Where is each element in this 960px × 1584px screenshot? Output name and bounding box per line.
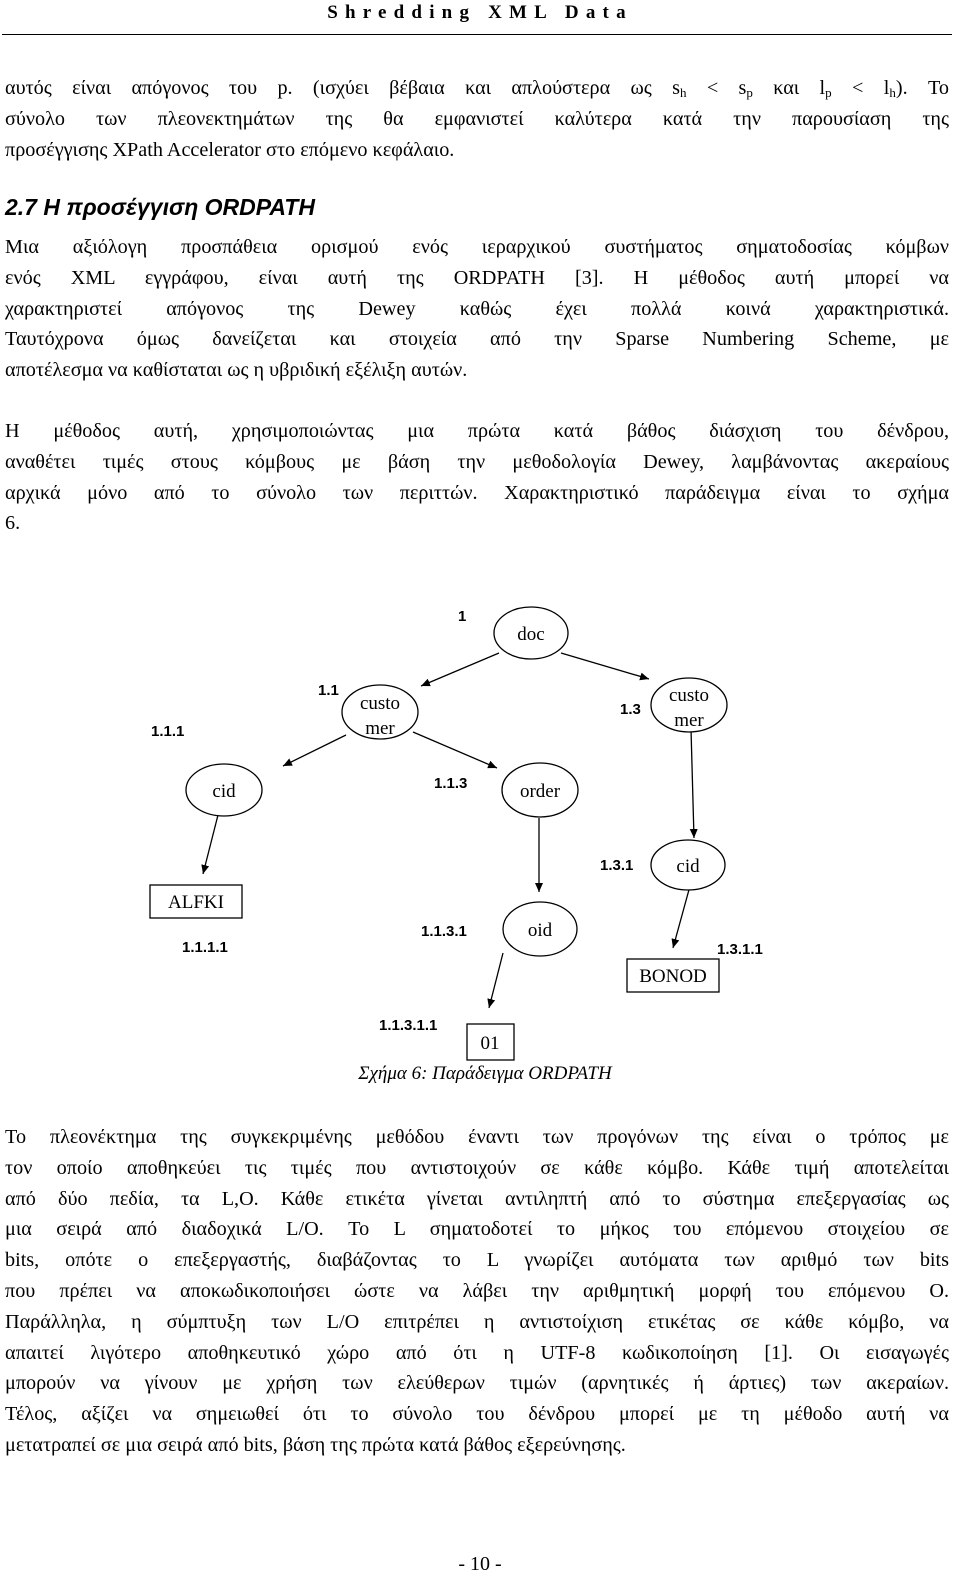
paragraph-line: Το πλεονέκτημα της συγκεκριμένης μεθόδου έναντι των προγόνων της είναι ο τρόπος με (5, 1126, 949, 1148)
value-label-01: 01 (480, 1033, 500, 1054)
paragraph-line: αναθέτει τιμές στους κόμβους με βάση την μεθοδολογία Dewey, λαμβάνοντας ακεραίους (5, 450, 949, 473)
paragraph-line: μπορούν να γίνουν με χρήση των ελεύθερων τιμών (αρνητικές ή άρτιες) των ακεραίων. (5, 1372, 949, 1395)
paragraph-advantages (5, 1122, 949, 1461)
paragraph-line: αυτός είναι απόγονος του p. (ισχύει βέβαια και απλούστερα ως $s_h < s_p$ και $l_p < l_h$). Το (5, 77, 949, 100)
header-rule (2, 34, 952, 35)
node-label-cid-right: cid (676, 856, 700, 877)
paragraph-line: τον οποίο αποθηκεύει τις τιμές που αντιστοιχούν σε κάθε κόμβο. Κάθε τιμή αποτελείται (5, 1156, 949, 1179)
edge-customer-left-order (413, 732, 497, 768)
paragraph-line: ενός XML εγγράφου, είναι αυτή της ORDPATH [3]. Η μέθοδος αυτή μπορεί να (5, 266, 949, 289)
ordpath-id-value-01: 1.1.3.1.1 (379, 1017, 438, 1034)
page-number: - 10 - (458, 1553, 502, 1575)
edge-doc-customer-left (421, 653, 499, 686)
section-heading: 2.7 Η προσέγγιση ORDPATH (5, 194, 315, 220)
edge-cid-right-bonod (673, 886, 690, 948)
ordpath-tree-diagram (0, 590, 960, 1090)
node-label-customer-right: mer (674, 710, 704, 731)
ordpath-id-cid-left: 1.1.1 (151, 723, 185, 740)
node-label-customer-right: custo (668, 685, 710, 706)
paragraph-line: προσέγγισης XPath Accelerator στο επόμενο κεφάλαιο. (5, 138, 455, 161)
ordpath-id-order: 1.1.3 (434, 775, 468, 792)
paragraph-line: αρχικά μόνο από το σύνολο των περιττών. Χαρακτηριστικό παράδειγμα είναι το σχήμα (5, 481, 949, 504)
ordpath-id-customer-left: 1.1 (318, 682, 339, 699)
value-label-bonod: BONOD (639, 966, 707, 987)
paragraph-line: απαιτεί λιγότερο αποθηκευτικό χώρο από ότι η UTF-8 κωδικοποίηση [1]. Οι εισαγωγές (5, 1341, 949, 1364)
edge-customer-right-cid (691, 729, 694, 838)
node-label-doc: doc (517, 624, 545, 645)
node-label-customer-left: mer (365, 718, 395, 739)
paragraph-line: Τέλος, αξίζει να σημειωθεί ότι το σύνολο του δένδρου μπορεί με τη μέθοδο αυτή να (5, 1403, 949, 1426)
paragraph-line: Παράλληλα, η σύμπτυξη των L/O επιτρέπει η αντιστοίχιση ετικέτας σε κάθε κόμβο, να (5, 1310, 949, 1333)
paragraph-line: από δύο πεδία, τα L,O. Κάθε ετικέτα γίνεται αντιληπτή από το σύστημα επεξεργασίας ως (5, 1187, 949, 1210)
figure-caption: Σχήμα 6: Παράδειγμα ORDPATH (358, 1063, 612, 1084)
paragraph-line: Ταυτόχρονα όμως δανείζεται και στοιχεία από την Sparse Numbering Scheme, με (5, 328, 949, 351)
paragraph-line: μετατραπεί σε μια σειρά από bits, βάση της πρώτα κατά βάθος εξερεύνησης. (5, 1433, 626, 1456)
paragraph-line: 6. (5, 512, 21, 535)
paragraph-line: Η μέθοδος αυτή, χρησιμοποιώντας μια πρώτα κατά βάθος διάσχιση του δένδρου, (5, 420, 949, 442)
paragraph-line: αποτέλεσμα να καθίσταται ως η υβριδική εξέλιξη αυτών. (5, 359, 468, 382)
edge-doc-customer-right (561, 653, 649, 679)
paragraph-line: Μια αξιόλογη προσπάθεια ορισμού ενός ιεραρχικού συστήματος σηματοδοσίας κόμβων (5, 236, 949, 258)
ordpath-id-cid-right: 1.3.1 (600, 857, 634, 874)
paragraph-line: χαρακτηριστεί απόγονος της Dewey καθώς έχει πολλά κοινά χαρακτηριστικά. (5, 297, 949, 320)
ordpath-id-alfki: 1.1.1.1 (182, 939, 228, 956)
ordpath-id-oid: 1.1.3.1 (421, 923, 467, 940)
paragraph-line: bits, οπότε ο επεξεργαστής, διαβάζοντας το L γνωρίζει αυτόματα των αριθμό των bits (5, 1249, 949, 1272)
running-header: Shredding XML Data (327, 2, 633, 23)
node-label-order: order (519, 781, 561, 802)
ordpath-id-bonod: 1.3.1.1 (717, 941, 763, 958)
edge-customer-left-cid (283, 735, 346, 766)
ordpath-id-customer-right: 1.3 (620, 701, 641, 718)
paragraph-intro (5, 232, 949, 386)
paragraph-continuation (5, 73, 949, 165)
edge-cid-left-alfki (203, 815, 218, 874)
paragraph-line: σύνολο των πλεονεκτημάτων της θα εμφανιστεί καλύτερα κατά την παρουσίαση της (5, 107, 949, 130)
node-label-cid-left: cid (212, 781, 236, 802)
paragraph-method (5, 416, 949, 539)
paragraph-line: μια σειρά από διαδοχικά L/O. Το L σηματοδοτεί το μήκος του επόμενου στοιχείου σε (5, 1218, 949, 1241)
paragraph-line: που πρέπει να αποκωδικοποιήσει ώστε να λάβει την αριθμητική μορφή του επόμενου Ο. (5, 1279, 949, 1302)
node-label-oid: oid (527, 920, 553, 941)
ordpath-id-doc: 1 (458, 608, 467, 625)
node-label-customer-left: custo (359, 693, 401, 714)
value-label-alfki: ALFKI (168, 892, 224, 913)
ordpath-tree-figure (0, 590, 960, 1090)
edge-oid-01 (489, 953, 503, 1008)
